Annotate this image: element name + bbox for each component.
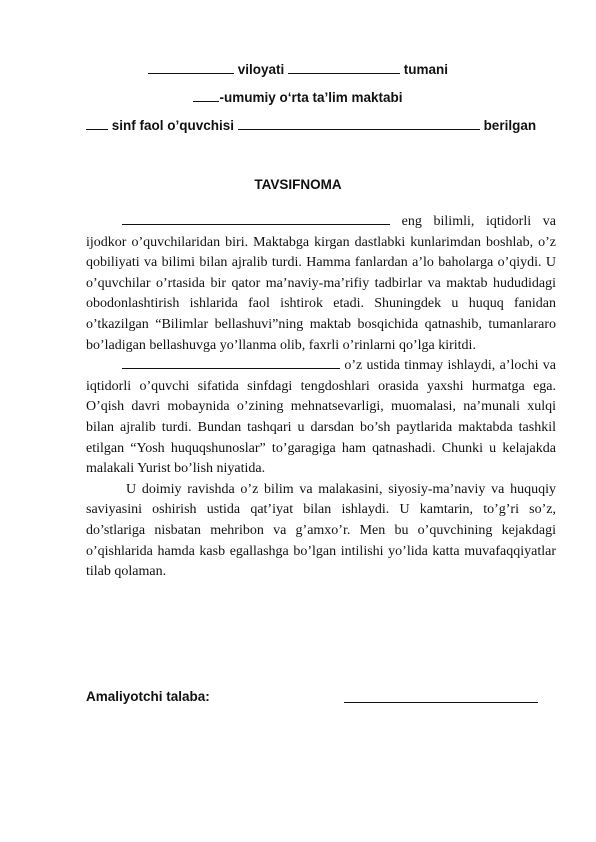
class-number-blank xyxy=(86,117,108,130)
district-label: tumani xyxy=(403,62,449,77)
region-blank xyxy=(148,61,234,74)
student-name-blank-1 xyxy=(122,212,390,225)
school-label: -umumiy o‘rta ta’lim maktabi xyxy=(219,90,403,105)
document-body xyxy=(86,212,556,583)
paragraph-1-text: eng bilimli, iqtidorli va ijodkor o’quvchilaridan biri. Maktabga kirgan dastlabki kunlarimdan boshlab, o’z qobiliyati va bilimi bilan ajralib turdi. Hamma fanlardan a’lo baholarga o’qiydi. U o’quvchilar o’rtasida bir qator ma’naviy-ma’rifiy tadbirlar va maktab hududidagi obodonlashtirish ishlarida faol ishtirok etadi. Shuningdek u huquq fanidan o’tkazilgan “Bilimlar bellashuvi”ning maktab bosqichida qatnashib, tumanlararo bo’ladigan bellashuvga yo’llanma olib, faxrli o’rinlarni qo’lga kiritdi. xyxy=(86,214,556,353)
header-region-line xyxy=(0,61,596,77)
header-school-line xyxy=(0,89,596,105)
student-name-blank-2 xyxy=(122,356,340,369)
paragraph-2 xyxy=(86,356,556,480)
region-label: viloyati xyxy=(237,62,285,77)
signature-line xyxy=(86,689,556,711)
paragraph-1 xyxy=(86,212,556,356)
paragraph-3-text: U doimiy ravishda o’z bilim va malakasini, siyosiy-ma’naviy va huquqiy saviyasini oshirish ustida qat’iyat bilan ishlaydi. U kamtarin, to’g’ri so’z, do’stlariga nisbatan mehribon va g’amxo’r. Men bu o’quvchining kejakdagi o’qishlarida hamda kasb egallashga bo’lgan intilishi yo’lida katta muvafaqqiyatlar tilab qolaman. xyxy=(86,481,556,580)
signature-label: Amaliyotchi talaba: xyxy=(86,689,210,704)
class-label: sinf faol o’quvchisi xyxy=(111,118,235,133)
student-name-blank xyxy=(238,117,480,130)
paragraph-2-text: o’z ustida tinmay ishlaydi, a’lochi va iqtidorli o’quvchi sifatida sinfdagi tengdoshlari orasida yaxshi hurmatga ega. O’qish davri mobaynida o’zining mehnatsevarligi, muomalasi, na’munali xulqi bilan ajralib turdi. Bundan tashqari u darsdan bo’sh paytlarida maktabda tashkil etilgan “Yosh huquqshunoslar” to’garagiga ham qatnashadi. Chunki u kelajakda malakali Yurist bo’lish niyatida. xyxy=(86,358,556,477)
header-class-line xyxy=(86,117,556,133)
district-blank xyxy=(288,61,400,74)
signature-blank xyxy=(344,689,538,703)
school-number-blank xyxy=(193,89,219,102)
document-title: TAVSIFNOMA xyxy=(254,177,342,192)
paragraph-3 xyxy=(86,480,556,583)
given-label: berilgan xyxy=(483,118,537,133)
